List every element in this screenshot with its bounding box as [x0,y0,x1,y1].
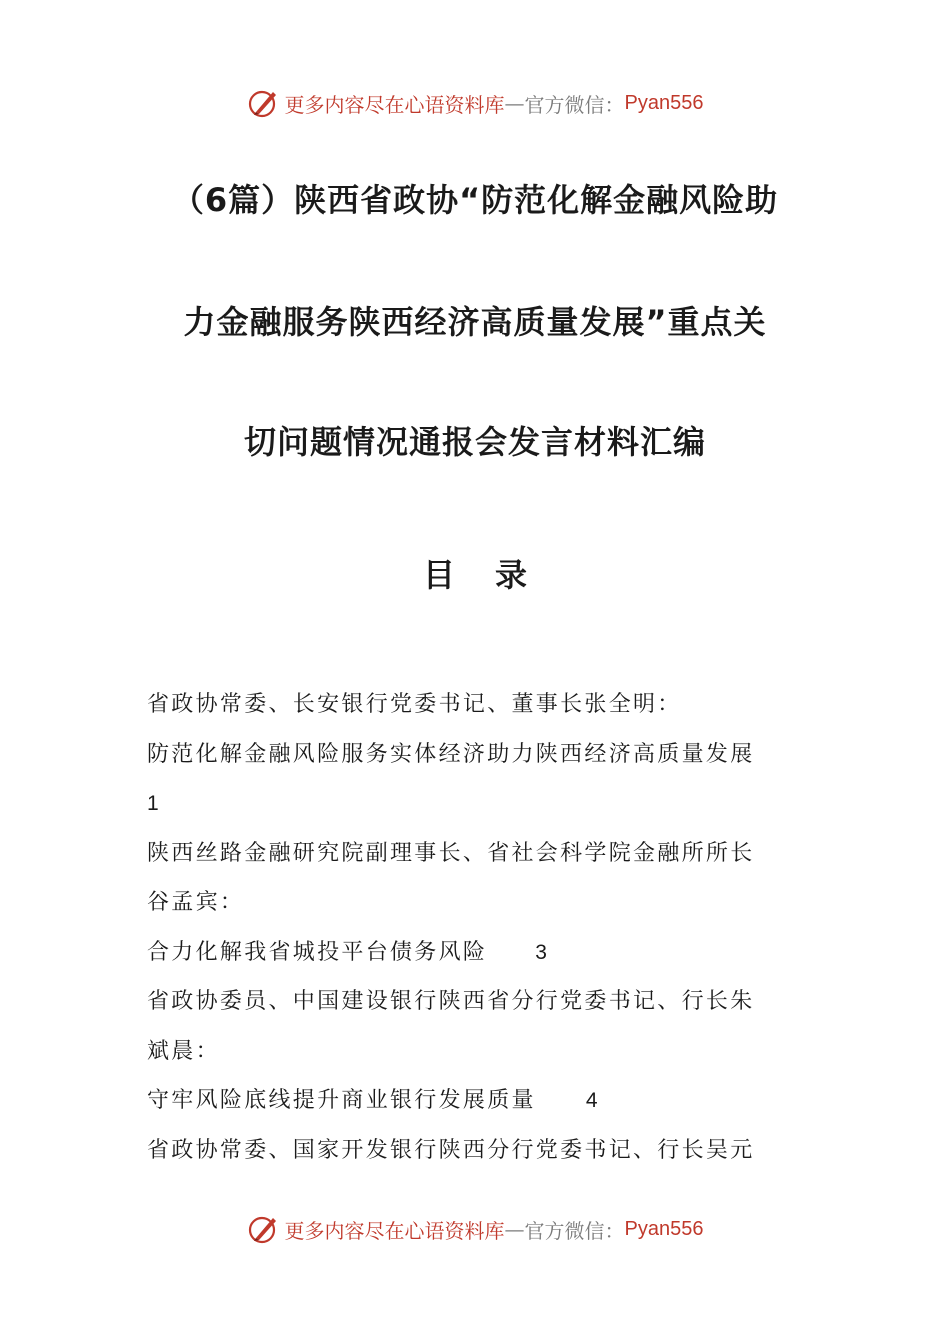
doc-title-line-2: 力金融服务陕西经济高质量发展”重点关 [183,303,767,341]
toc-page-number: 3 [535,940,547,964]
watermark-text: 更多内容尽在心语资料库 [284,92,505,117]
table-of-contents [147,680,817,1175]
pen-logo-icon [247,1212,281,1246]
toc-line: 陕西丝路金融研究院副理事长、省社会科学院金融所所长 [147,840,755,866]
toc-line: 省政协委员、中国建设银行陕西省分行党委书记、行长朱 [147,989,755,1014]
toc-line: 斌晨： [147,1038,220,1064]
watermark-text: 更多内容尽在心语资料库 [284,1218,505,1243]
watermark-dash: — [504,91,525,115]
toc-page-number: 1 [147,792,159,815]
header-watermark [0,83,950,123]
pen-logo-icon [247,86,281,120]
doc-title-line-1: （6篇）陕西省政协“防范化解金融风险助 [171,181,779,219]
footer-watermark [0,1209,950,1249]
watermark-label: 官方微信： [524,1218,625,1243]
doc-title-line-3: 切问题情况通报会发言材料汇编 [243,423,706,461]
toc-line: 谷孟宾： [147,890,245,915]
watermark-label: 官方微信： [524,92,625,117]
watermark-id: Pyan556 [624,1217,704,1240]
toc-line: 合力化解我省城投平台债务风险 3 [147,939,547,965]
watermark-dash: — [504,1217,525,1241]
watermark-id: Pyan556 [624,91,704,114]
toc-page-number: 4 [585,1089,598,1112]
toc-line: 省政协常委、国家开发银行陕西分行党委书记、行长吴元 [147,1137,755,1163]
toc-line: 守牢风险底线提升商业银行发展质量 4 [147,1088,598,1113]
toc-line: 防范化解金融风险服务实体经济助力陕西经济高质量发展 [147,741,755,767]
toc-line: 省政协常委、长安银行党委书记、董事长张全明： [147,692,682,717]
toc-heading: 目录 [422,556,567,594]
